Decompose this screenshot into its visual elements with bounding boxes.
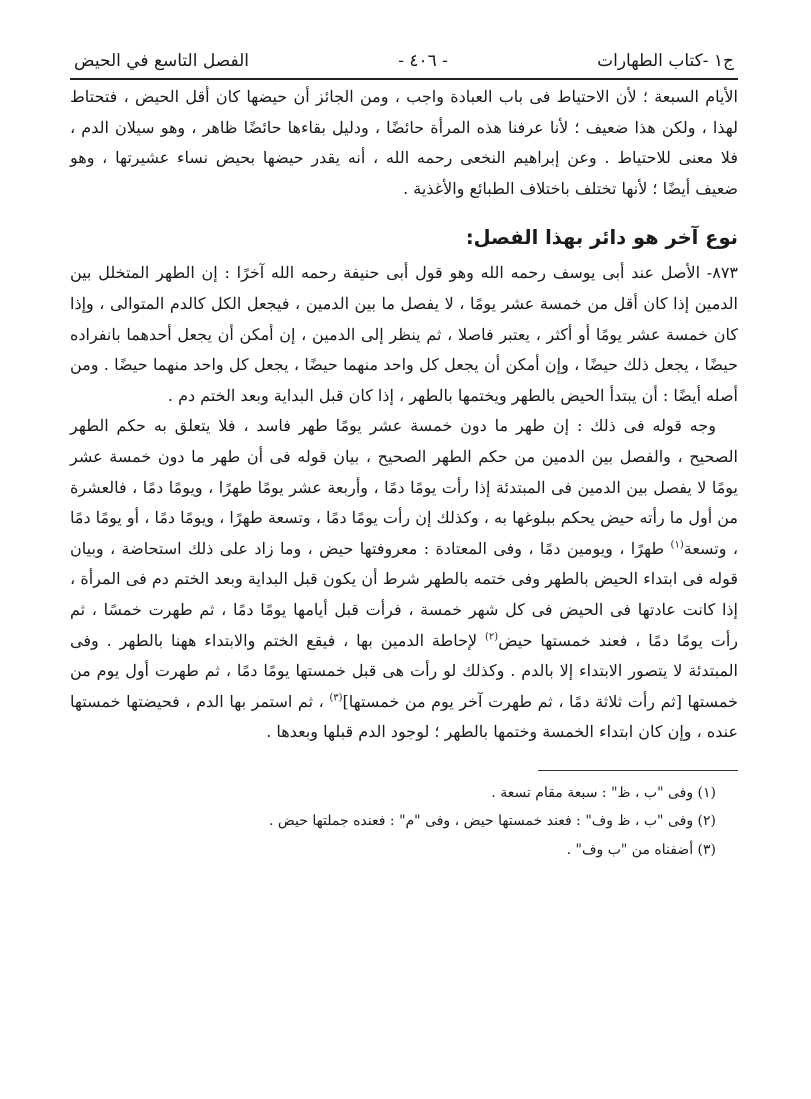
- footnote-1: (١) وفى "ب ، ظ" : سبعة مقام تسعة .: [491, 784, 716, 801]
- footnote-marker-1[interactable]: (١): [670, 539, 684, 551]
- section-heading: نوع آخر هو دائر بهذا الفصل:: [465, 226, 738, 250]
- footnote-3: (٣) أضفناه من "ب وف" .: [566, 841, 716, 858]
- header-book-title: ج١ -كتاب الطهارات: [597, 51, 734, 71]
- paragraph-part-3: لإحاطة الدمين بها ، فيقع الختم والابتداء ههنا بالطهر . وفى المبتدئة لا يتصور الابتداء إلا بالدم . وكذلك لو رأت هى قبل خمستها يومًا دمًا ، ثم طهرت أول يوم من خمستها [ثم رأت ثلاثة دمًا ، ثم طهرت آخر يوم من خمستها]: [70, 630, 738, 711]
- footnote-divider: [538, 770, 738, 771]
- header-chapter-title: الفصل التاسع في الحيض: [74, 51, 249, 71]
- paragraph-explanation: [70, 411, 738, 748]
- footnotes: [70, 779, 738, 865]
- running-header: [70, 48, 738, 78]
- footnote-marker-2[interactable]: (٢): [485, 631, 499, 643]
- paragraph-part-4: ، ثم استمر بها الدم ، فحيضتها خمستها عنده ، وإن كان ابتداء الخمسة وختمها بالطهر ؛ لوجود الدم قبلها وبعدها .: [70, 691, 738, 742]
- footnote-marker-3[interactable]: (٣): [329, 692, 343, 704]
- main-text: [70, 82, 738, 748]
- footnote-2: (٢) وفى "ب ، ظ وف" : فعند خمستها حيض ، وفى "م" : فعنده جملتها حيض .: [268, 813, 716, 830]
- paragraph-part-1: وجه قوله فى ذلك : إن طهر ما دون خمسة عشر يومًا طهر فاسد ، فلا يتعلق به حكم الطهر الصحيح ، والفصل بين الدمين من حكم الطهر الصحيح ، بيان قوله فى أن طهر ما دون خمسة عشر يومًا لا يفصل بين الدمين فى المبتدئة إذا رأت يومًا دمًا ، وأربعة عشر يومًا طهرًا ، ويومًا دمًا ، فالعشرة من أول ما رأته حيض يحكم ببلوغها به ، وكذلك إن رأت يومًا دمًا ، وتسعة طهرًا ، ويومًا دمًا ، أو يومًا دمًا ، وتسعة: [70, 416, 739, 558]
- header-page-number: - ٤٠٦ -: [398, 51, 448, 71]
- intro-paragraph: الأيام السبعة ؛ لأن الاحتياط فى باب العبادة واجب ، ومن الجائز أن حيضها كان أقل الحيض ، فتحتاط لهذا ، ولكن هذا ضعيف ؛ لأنا عرفنا هذه المرأة حائضًا ، ودليل بقاءها حائضًا ظاهر ، وهو سيلان الدم ، فلا معنى للاحتياط . وعن إبراهيم النخعى رحمه الله ، أنه يقدر حيضها بحيض نساء عشيرتها ، وهو ضعيف أيضًا ؛ لأنها تختلف باختلاف الطبائع والأغذية .: [70, 87, 739, 198]
- document-page: [70, 48, 738, 864]
- paragraph-873: ٨٧٣- الأصل عند أبى يوسف رحمه الله وهو قول أبى حنيفة رحمه الله آخرًا : إن الطهر المتخلل بين الدمين إذا كان أقل من خمسة عشر يومًا ، لا يفصل ما بين الدمين ، فيجعل الكل كالدم المتوالى ، وإذا كان خمسة عشر يومًا أو أكثر ، يعتبر فاصلا ، ثم ينظر إلى الدمين ، إن أمكن أن يجعل أحدهما بانفراده حيضًا ، يجعل ذلك حيضًا ، وإن أمكن أن يجعل كل واحد منهما حيضًا ، يجعل كل واحد منهما حيضًا . ومن أصله أيضًا : أن يبتدأ الحيض بالطهر ويختمها بالطهر ، إذا كان قبل البداية وبعد الختم دم .: [70, 263, 738, 405]
- header-divider: [70, 78, 738, 80]
- paragraph-part-2: طهرًا ، ويومين دمًا ، وفى المعتادة : معروفتها حيض ، وما زاد على ذلك استحاضة ، وبيان قوله فى ابتداء الحيض بالطهر وفى ختمه بالطهر شرط أن يكون قبل البداية وبعد الختم دم فى المرأة ، إذا كانت عادتها فى الحيض فى كل شهر خمسة ، فرأت قبل أيامها يومًا دمًا ، ثم طهرت خمسًا ، ثم رأت يومًا دمًا ، فعند خمستها حيض: [70, 538, 739, 650]
